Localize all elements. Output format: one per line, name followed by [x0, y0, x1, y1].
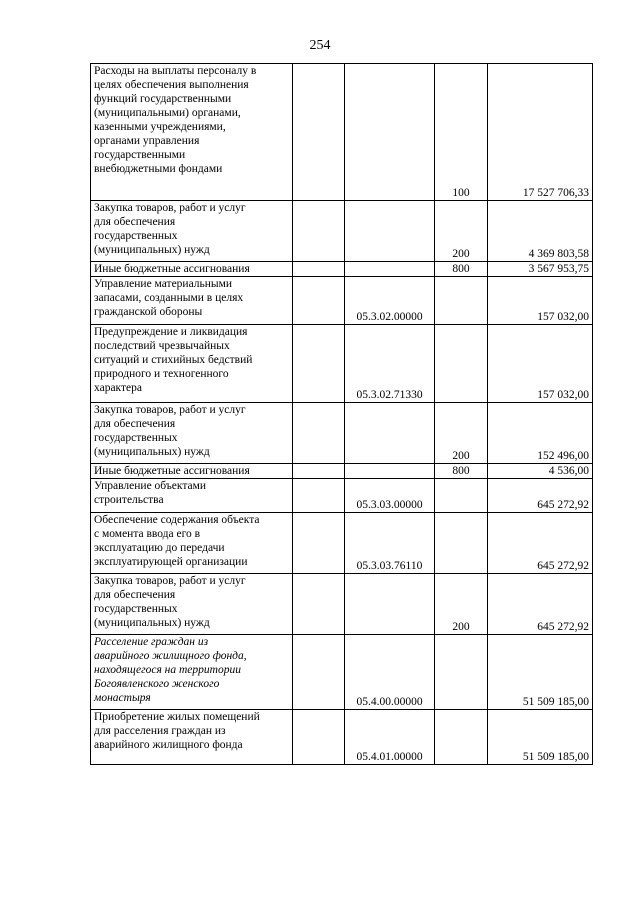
amount-cell-text: 51 509 185,00: [522, 696, 589, 708]
code-cell: [345, 403, 435, 464]
type-cell-text: 200: [452, 621, 470, 633]
type-cell: [435, 479, 488, 513]
table-row: [91, 464, 593, 479]
item-name-cell: [91, 201, 293, 262]
empty-cell: [293, 479, 345, 513]
amount-cell-text: 152 496,00: [537, 450, 589, 462]
item-name-cell-text: Расходы на выплаты персоналу в целях обеспечения выполнения функций государственными (муниципальными) органами, казенными учреждениями, органами управления государственными внебюджетными фондами: [94, 65, 257, 175]
item-name-cell-text: Иные бюджетные ассигнования: [94, 263, 250, 275]
amount-cell-text: 3 567 953,75: [528, 263, 589, 275]
code-cell-text: 05.3.03.00000: [356, 499, 423, 511]
item-name-cell: [91, 277, 293, 325]
item-name-cell: [91, 403, 293, 464]
type-cell-text: 800: [452, 465, 470, 477]
item-name-cell-text: Закупка товаров, работ и услуг для обеспечения государственных (муниципальных) нужд: [94, 202, 246, 256]
table-row: [91, 262, 593, 277]
type-cell-text: 200: [452, 248, 470, 260]
item-name-cell-text: Обеспечение содержания объекта с момента ввода его в эксплуатацию до передачи эксплуатирующей организации: [94, 514, 260, 568]
code-cell-text: 05.4.01.00000: [356, 751, 423, 763]
empty-cell: [293, 403, 345, 464]
amount-cell-text: 4 369 803,58: [528, 248, 589, 260]
amount-cell-text: 645 272,92: [537, 499, 589, 511]
empty-cell: [293, 277, 345, 325]
amount-cell-text: 157 032,00: [537, 389, 589, 401]
item-name-cell-text: Расселение граждан из аварийного жилищного фонда, находящегося на территории Богоявленского женского монастыря: [94, 636, 247, 704]
amount-cell: [488, 574, 593, 635]
type-cell: [435, 325, 488, 403]
empty-cell: [293, 710, 345, 765]
amount-cell: [488, 710, 593, 765]
type-cell: [435, 710, 488, 765]
item-name-cell: [91, 635, 293, 710]
item-name-cell: [91, 325, 293, 403]
type-cell: [435, 513, 488, 574]
code-cell: [345, 262, 435, 277]
amount-cell: [488, 479, 593, 513]
empty-cell: [293, 464, 345, 479]
page-number: 254: [309, 38, 331, 53]
item-name-cell: [91, 513, 293, 574]
code-cell: [345, 464, 435, 479]
amount-cell: [488, 262, 593, 277]
amount-cell-text: 51 509 185,00: [522, 751, 589, 763]
item-name-cell: [91, 464, 293, 479]
amount-cell-text: 4 536,00: [548, 465, 589, 477]
item-name-cell-text: Приобретение жилых помещений для расселения граждан из аварийного жилищного фонда: [94, 711, 260, 751]
empty-cell: [293, 513, 345, 574]
empty-cell: [293, 262, 345, 277]
table-row: [91, 710, 593, 765]
code-cell: [345, 710, 435, 765]
table-row: [91, 479, 593, 513]
amount-cell: [488, 64, 593, 201]
item-name-cell-text: Закупка товаров, работ и услуг для обеспечения государственных (муниципальных) нужд: [94, 404, 246, 458]
item-name-cell: [91, 64, 293, 201]
type-cell-text: 100: [452, 187, 470, 199]
table-row: [91, 403, 593, 464]
type-cell: [435, 464, 488, 479]
code-cell: [345, 635, 435, 710]
empty-cell: [293, 635, 345, 710]
item-name-cell: [91, 574, 293, 635]
amount-cell-text: 645 272,92: [537, 560, 589, 572]
item-name-cell: [91, 479, 293, 513]
amount-cell-text: 157 032,00: [537, 311, 589, 323]
table-row: [91, 513, 593, 574]
item-name-cell-text: Иные бюджетные ассигнования: [94, 465, 250, 477]
code-cell-text: 05.3.02.71330: [356, 389, 423, 401]
amount-cell: [488, 403, 593, 464]
table-row: [91, 574, 593, 635]
type-cell: [435, 635, 488, 710]
type-cell: [435, 403, 488, 464]
amount-cell: [488, 325, 593, 403]
item-name-cell: [91, 262, 293, 277]
table-row: [91, 277, 593, 325]
type-cell: [435, 262, 488, 277]
empty-cell: [293, 64, 345, 201]
code-cell-text: 05.4.00.00000: [356, 696, 423, 708]
amount-cell: [488, 635, 593, 710]
code-cell: [345, 325, 435, 403]
empty-cell: [293, 201, 345, 262]
code-cell: [345, 513, 435, 574]
amount-cell: [488, 464, 593, 479]
code-cell: [345, 574, 435, 635]
empty-cell: [293, 325, 345, 403]
amount-cell: [488, 201, 593, 262]
item-name-cell-text: Предупреждение и ликвидация последствий чрезвычайных ситуаций и стихийных бедствий природного и техногенного характера: [94, 326, 253, 394]
table-row: [91, 201, 593, 262]
type-cell: [435, 201, 488, 262]
amount-cell-text: 17 527 706,33: [522, 187, 589, 199]
table-row: [91, 635, 593, 710]
code-cell: [345, 64, 435, 201]
empty-cell: [293, 574, 345, 635]
code-cell: [345, 479, 435, 513]
budget-table: [90, 63, 593, 765]
type-cell-text: 800: [452, 263, 470, 275]
code-cell-text: 05.3.02.00000: [356, 311, 423, 323]
type-cell-text: 200: [452, 450, 470, 462]
item-name-cell-text: Закупка товаров, работ и услуг для обеспечения государственных (муниципальных) нужд: [94, 575, 246, 629]
code-cell: [345, 277, 435, 325]
type-cell: [435, 64, 488, 201]
table-row: [91, 325, 593, 403]
amount-cell-text: 645 272,92: [537, 621, 589, 633]
amount-cell: [488, 513, 593, 574]
table-row: [91, 64, 593, 201]
item-name-cell-text: Управление объектами строительства: [94, 480, 207, 506]
amount-cell: [488, 277, 593, 325]
code-cell: [345, 201, 435, 262]
code-cell-text: 05.3.03.76110: [356, 560, 423, 572]
type-cell: [435, 574, 488, 635]
item-name-cell: [91, 710, 293, 765]
item-name-cell-text: Управление материальными запасами, созданными в целях гражданской обороны: [94, 278, 244, 318]
type-cell: [435, 277, 488, 325]
